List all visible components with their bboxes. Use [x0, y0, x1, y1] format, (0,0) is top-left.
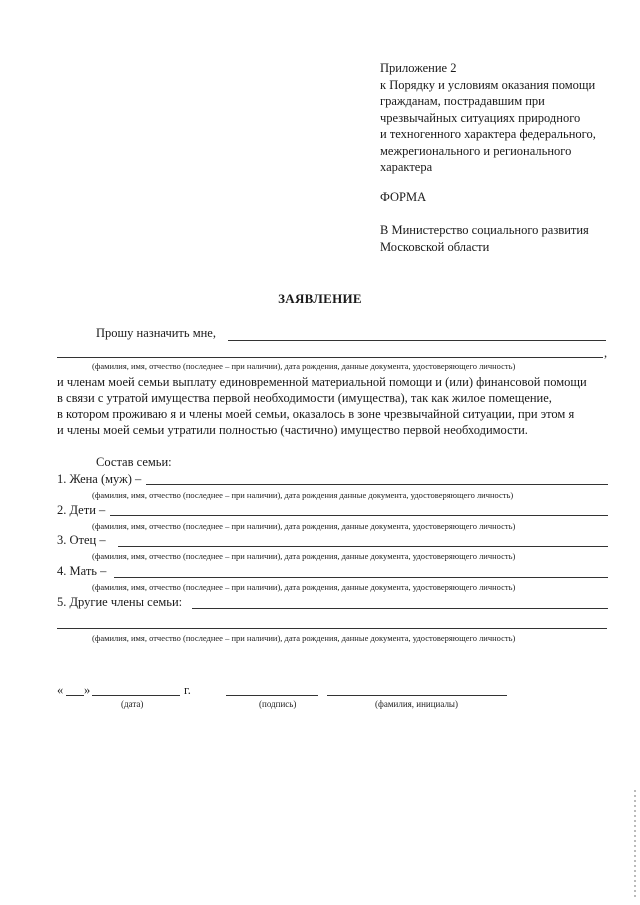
family-others-field-2[interactable]: [57, 628, 607, 629]
request-prefix: Прошу назначить мне,: [96, 326, 216, 340]
document-title: ЗАЯВЛЕНИЕ: [278, 291, 362, 306]
family-others-label: 5. Другие члены семьи:: [57, 595, 183, 609]
appendix-block: [380, 60, 630, 176]
family-others-field[interactable]: [192, 608, 608, 609]
family-children-field[interactable]: [110, 515, 608, 516]
request-body: [57, 374, 609, 438]
date-open-quote: «: [57, 683, 64, 697]
date-caption: (дата): [121, 699, 144, 709]
applicant-details-field[interactable]: [57, 357, 603, 358]
name-caption: (фамилия, инициалы): [375, 699, 458, 709]
name-initials-field[interactable]: [327, 695, 507, 696]
date-month-year-field[interactable]: [92, 695, 180, 696]
appendix-line: межрегионального и регионального: [380, 143, 572, 158]
request-comma: ,: [604, 346, 608, 360]
family-mother-hint: (фамилия, имя, отчество (последнее – при наличии), дата рождения, данные документа, удостоверяющего личность): [92, 582, 516, 592]
date-close-quote: »: [84, 683, 91, 697]
appendix-line: чрезвычайных ситуациях природного: [380, 110, 581, 125]
signature-caption: (подпись): [259, 699, 297, 709]
request-body-line: и члены моей семьи утратили полностью (частично) имущество первой необходимости.: [57, 423, 528, 437]
request-body-line: и членам моей семьи выплату единовременной материальной помощи и (или) финансовой помощи: [57, 375, 587, 389]
appendix-line: к Порядку и условиям оказания помощи: [380, 77, 596, 92]
signature-field[interactable]: [226, 695, 318, 696]
form-label: ФОРМА: [380, 190, 427, 204]
family-spouse-hint: (фамилия, имя, отчество (последнее – при наличии), дата рождения данные документа, удостоверяющего личность): [92, 490, 514, 500]
family-spouse-label: 1. Жена (муж) –: [57, 472, 142, 486]
family-others-hint: (фамилия, имя, отчество (последнее – при наличии), дата рождения, данные документа, удостоверяющего личность): [92, 633, 516, 643]
family-children-label: 2. Дети –: [57, 503, 106, 517]
addressee-block: [380, 222, 589, 255]
family-spouse-field[interactable]: [146, 484, 608, 485]
addressee-line: В Министерство социального развития: [380, 223, 589, 237]
family-father-label: 3. Отец –: [57, 533, 106, 547]
applicant-name-field[interactable]: [228, 340, 606, 341]
appendix-line: гражданам, пострадавшим при: [380, 94, 545, 108]
date-day-field[interactable]: [66, 695, 84, 696]
family-mother-label: 4. Мать –: [57, 564, 107, 578]
request-body-line: в котором проживаю я и члены моей семьи, оказалось в зоне чрезвычайной ситуации, при этом я: [57, 407, 575, 421]
family-heading: Состав семьи:: [96, 455, 172, 469]
family-father-field[interactable]: [118, 546, 608, 547]
addressee-line: Московской области: [380, 239, 490, 254]
family-father-hint: (фамилия, имя, отчество (последнее – при наличии), дата рождения, данные документа, удостоверяющего личность): [92, 551, 516, 561]
request-body-line: в связи с утратой имущества первой необходимости (имущества), так как жилое помещение,: [57, 391, 552, 405]
year-suffix: г.: [184, 683, 191, 697]
appendix-line: Приложение 2: [380, 61, 457, 75]
appendix-line: и техногенного характера федерального,: [380, 127, 596, 141]
appendix-line: характера: [380, 160, 433, 174]
scan-edge-artifact: [634, 790, 636, 900]
family-mother-field[interactable]: [114, 577, 608, 578]
family-children-hint: (фамилия, имя, отчество (последнее – при наличии), дата рождения, данные документа, удостоверяющего личность): [92, 521, 516, 531]
applicant-hint: (фамилия, имя, отчество (последнее – при наличии), дата рождения, данные документа, удостоверяющего личность): [92, 361, 516, 371]
